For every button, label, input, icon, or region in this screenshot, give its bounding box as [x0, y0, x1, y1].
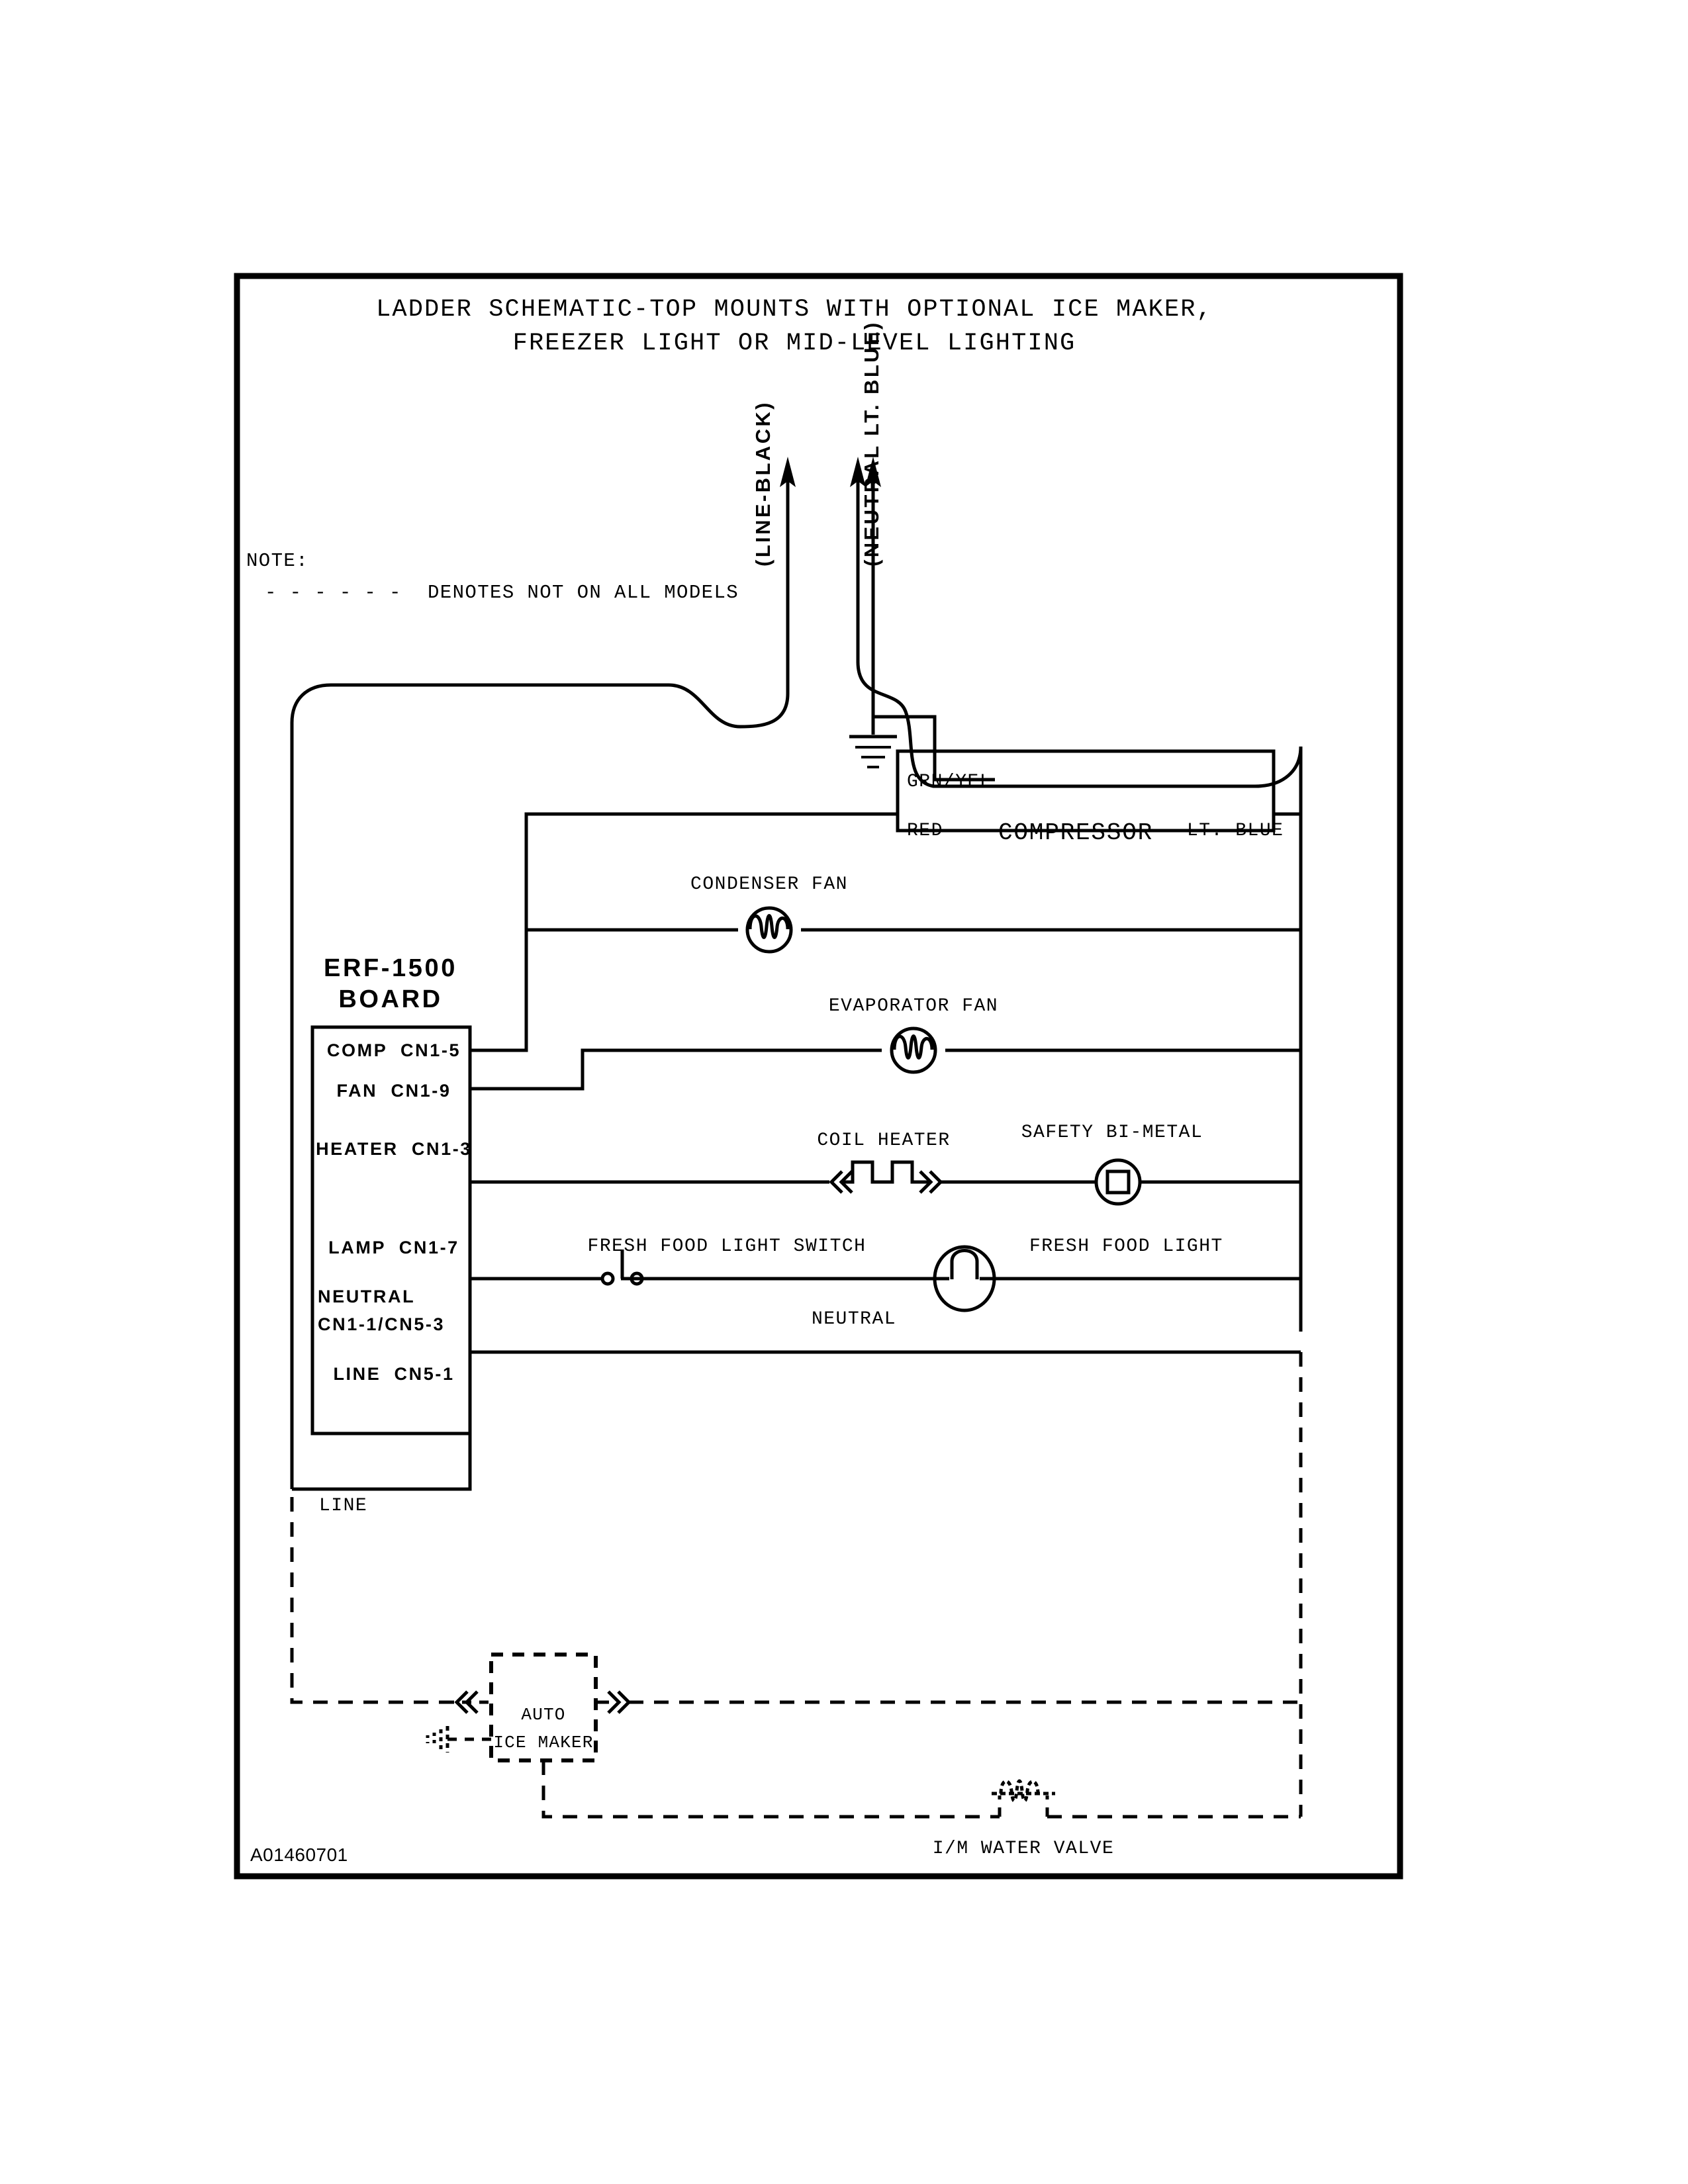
board-terminal-fan: FAN CN1-9 — [336, 1081, 451, 1101]
rung-fresh-food-light — [470, 1236, 1301, 1310]
board-terminal-neutral: NEUTRAL — [318, 1287, 416, 1306]
board-terminal-line: LINE CN5-1 — [333, 1364, 455, 1384]
part-number: A01460701 — [250, 1844, 348, 1865]
rung-neutral — [470, 1309, 1301, 1352]
fresh-food-light-switch-label: FRESH FOOD LIGHT SWITCH — [587, 1236, 867, 1257]
safety-bimetal-symbol — [1096, 1160, 1140, 1204]
fresh-food-light-label: FRESH FOOD LIGHT — [1029, 1236, 1223, 1257]
rung-defrost-heater — [470, 1122, 1301, 1204]
neutral-rail-label: NEUTRAL — [811, 1309, 897, 1330]
safety-bimetal-label: SAFETY BI-METAL — [1021, 1122, 1203, 1143]
board-name-line-2: BOARD — [338, 985, 443, 1013]
note-legend-text: DENOTES NOT ON ALL MODELS — [428, 582, 739, 604]
diagram-border — [237, 276, 1400, 1876]
compressor-ground-wire-label: GRN/YEL — [907, 772, 992, 792]
evaporator-fan-motor-symbol — [892, 1028, 935, 1072]
title-line-2: FREEZER LIGHT OR MID-LEVEL LIGHTING — [512, 330, 1076, 357]
auto-ice-maker-label-line-1: AUTO — [521, 1705, 566, 1725]
coil-heater-symbol — [831, 1162, 941, 1193]
neutral-supply-conductor — [850, 457, 1301, 1332]
board-terminal-neutral-pins: CN1-1/CN5-3 — [318, 1314, 445, 1334]
erf-board-group — [312, 954, 472, 1433]
line-rail-label: LINE — [319, 1496, 368, 1516]
rung-evaporator-fan — [470, 996, 1301, 1089]
im-water-valve-label: I/M WATER VALVE — [932, 1839, 1115, 1859]
ice-maker-right-chevrons — [608, 1692, 629, 1713]
earth-ground-symbol — [849, 737, 897, 767]
auto-ice-maker-label-line-2: ICE MAKER — [493, 1733, 594, 1752]
title-line-1: LADDER SCHEMATIC-TOP MOUNTS WITH OPTIONAL ICE MAKER, — [376, 296, 1213, 324]
condenser-fan-label: CONDENSER FAN — [690, 874, 848, 895]
rung-condenser-fan — [526, 874, 1301, 952]
compressor-start-wire-label: RED — [907, 821, 943, 841]
coil-heater-label: COIL HEATER — [817, 1130, 951, 1151]
optional-ice-maker-circuit — [292, 1352, 1301, 1817]
im-water-valve-symbol — [933, 1781, 1115, 1859]
note-legend-dashes: - - - - - - — [265, 582, 402, 604]
condenser-fan-motor-symbol — [747, 908, 791, 952]
board-terminal-comp: COMP CN1-5 — [326, 1040, 461, 1060]
evaporator-fan-label: EVAPORATOR FAN — [828, 996, 999, 1017]
board-name-line-1: ERF-1500 — [324, 954, 457, 982]
ice-maker-ground-symbol — [428, 1726, 491, 1752]
neutral-supply-label: (NEUTRAL LT. BLUE) — [860, 320, 883, 567]
compressor-run-wire-label: LT. BLUE — [1187, 821, 1284, 841]
line-supply-label: (LINE-BLACK) — [751, 400, 774, 567]
note-heading: NOTE: — [246, 550, 309, 572]
board-terminal-heater: HEATER CN1-3 — [316, 1139, 472, 1159]
compressor-block — [898, 751, 1284, 846]
compressor-title: COMPRESSOR — [998, 819, 1154, 846]
line-return-path — [292, 1433, 470, 1516]
board-terminal-lamp: LAMP CN1-7 — [328, 1238, 459, 1257]
